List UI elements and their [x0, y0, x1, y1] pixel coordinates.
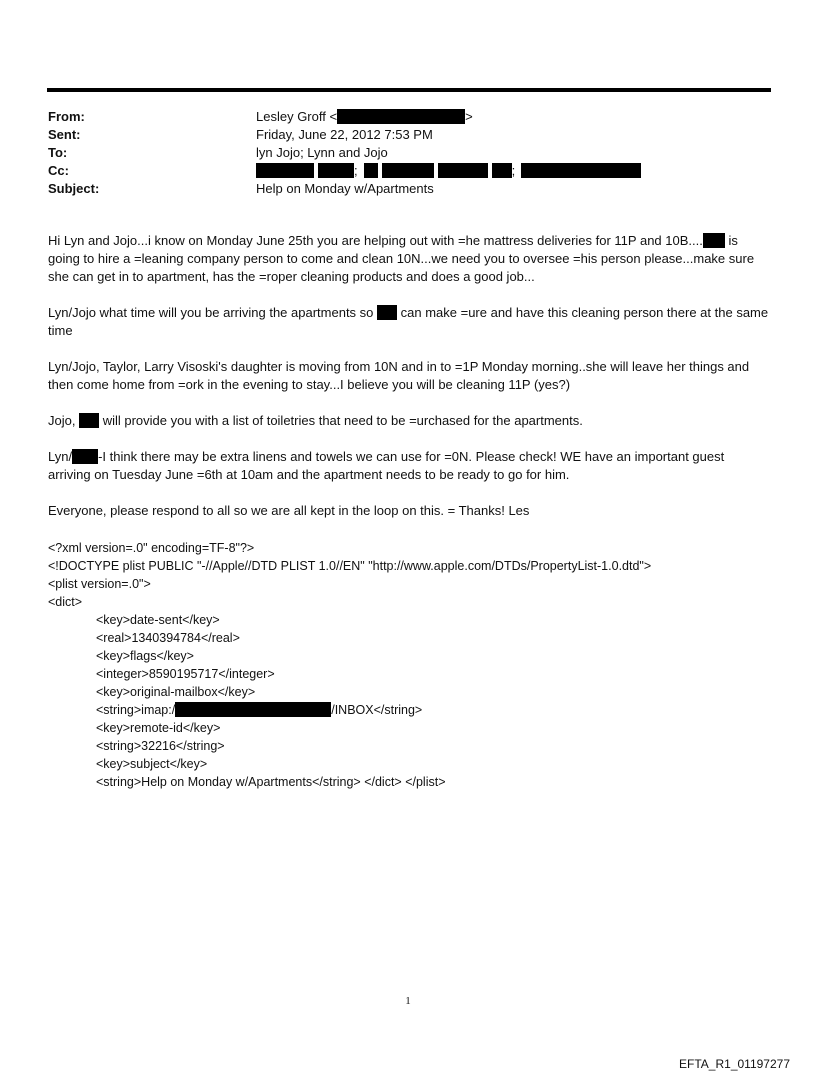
subject-label: Subject: — [48, 181, 100, 196]
xml-line: <key>subject</key> — [96, 757, 208, 771]
cc-label: Cc: — [48, 163, 69, 178]
body-paragraph — [48, 412, 770, 430]
from-row — [48, 108, 768, 126]
header-rule — [47, 88, 771, 92]
cc-separator: ; — [354, 163, 358, 178]
redaction-block — [438, 163, 488, 178]
xml-line: <integer>8590195717</integer> — [96, 667, 275, 681]
sent-value: Friday, June 22, 2012 7:53 PM — [256, 127, 433, 142]
body-paragraph — [48, 232, 770, 286]
body-paragraph — [48, 448, 770, 484]
body-text: Hi Lyn and Jojo...i know on Monday June 25th you are helping out with =he mattress deliveries for 11P and 10B.... — [48, 233, 703, 248]
redaction-block — [337, 109, 465, 124]
to-label: To: — [48, 145, 68, 160]
redaction-block — [175, 702, 331, 717]
to-row — [48, 144, 768, 162]
redaction-block — [703, 233, 725, 248]
body-text: Jojo, — [48, 413, 80, 428]
email-header — [48, 108, 768, 198]
body-paragraph: Lyn/Jojo, Taylor, Larry Visoski's daughter is moving from 10N and in to =1P Monday morning..she will leave her things and then come home from =ork in the evening to stay...I believe you will be cleaning 11P (yes?) — [48, 359, 750, 392]
xml-line: <?xml version=.0" encoding=TF-8"?> — [48, 541, 255, 555]
subject-value: Help on Monday w/Apartments — [256, 181, 434, 196]
redaction-block — [364, 163, 378, 178]
redaction-block — [72, 449, 98, 464]
xml-line: <!DOCTYPE plist PUBLIC "-//Apple//DTD PLIST 1.0//EN" "http://www.apple.com/DTDs/PropertyList-1.0.dtd"> — [48, 559, 652, 573]
xml-line: <string>Help on Monday w/Apartments</string> </dict> </plist> — [96, 775, 446, 789]
body-paragraph: Everyone, please respond to all so we are all kept in the loop on this. = Thanks! Les — [48, 503, 530, 518]
cc-value — [256, 162, 641, 180]
page-number: 1 — [405, 995, 411, 1007]
sent-label: Sent: — [48, 127, 81, 142]
body-text: can make =ure and have this cleaning person there at the same time — [48, 305, 769, 338]
xml-line: <plist version=.0"> — [48, 577, 151, 591]
xml-text: <string>imap:/ — [96, 703, 176, 717]
xml-line: <string>32216</string> — [96, 739, 225, 753]
cc-separator: ; — [511, 163, 516, 178]
xml-line: <dict> — [48, 595, 83, 609]
redaction-block — [382, 163, 434, 178]
body-text: will provide you with a list of toiletries that need to be =urchased for the apartments. — [99, 413, 583, 428]
body-text: -I think there may be extra linens and towels we can use for =0N. Please check! WE have an important guest arriving on Tuesday June =6th at 10am and the apartment needs to be ready to go for him. — [48, 449, 725, 482]
xml-line — [48, 701, 770, 719]
xml-text: /INBOX</string> — [331, 703, 423, 717]
email-body — [48, 232, 770, 538]
from-label: From: — [48, 109, 85, 124]
xml-line: <key>remote-id</key> — [96, 721, 221, 735]
redaction-block — [256, 163, 314, 178]
from-value — [256, 108, 473, 126]
from-close: > — [465, 109, 473, 124]
redaction-block — [521, 163, 641, 178]
xml-line: <key>flags</key> — [96, 649, 194, 663]
cc-row — [48, 162, 768, 180]
to-value: lyn Jojo; Lynn and Jojo — [256, 145, 388, 160]
redaction-block — [492, 163, 512, 178]
redaction-block — [318, 163, 354, 178]
body-paragraph — [48, 304, 770, 340]
redaction-block — [79, 413, 99, 428]
subject-row — [48, 180, 768, 198]
from-name: Lesley Groff < — [256, 109, 338, 124]
xml-line: <key>date-sent</key> — [96, 613, 220, 627]
redaction-block — [377, 305, 397, 320]
body-text: Lyn/ — [48, 449, 73, 464]
document-id: EFTA_R1_01197277 — [679, 1057, 790, 1071]
xml-line: <real>1340394784</real> — [96, 631, 240, 645]
xml-line: <key>original-mailbox</key> — [96, 685, 256, 699]
plist-metadata — [48, 539, 770, 791]
body-text: Lyn/Jojo what time will you be arriving the apartments so — [48, 305, 378, 320]
body-text: is going to hire a =leaning company person to come and clean 10N...we need you to oversee =his person please...make sure she can get in to apartment, has the =roper cleaning products and does a good job... — [48, 233, 755, 284]
sent-row — [48, 126, 768, 144]
